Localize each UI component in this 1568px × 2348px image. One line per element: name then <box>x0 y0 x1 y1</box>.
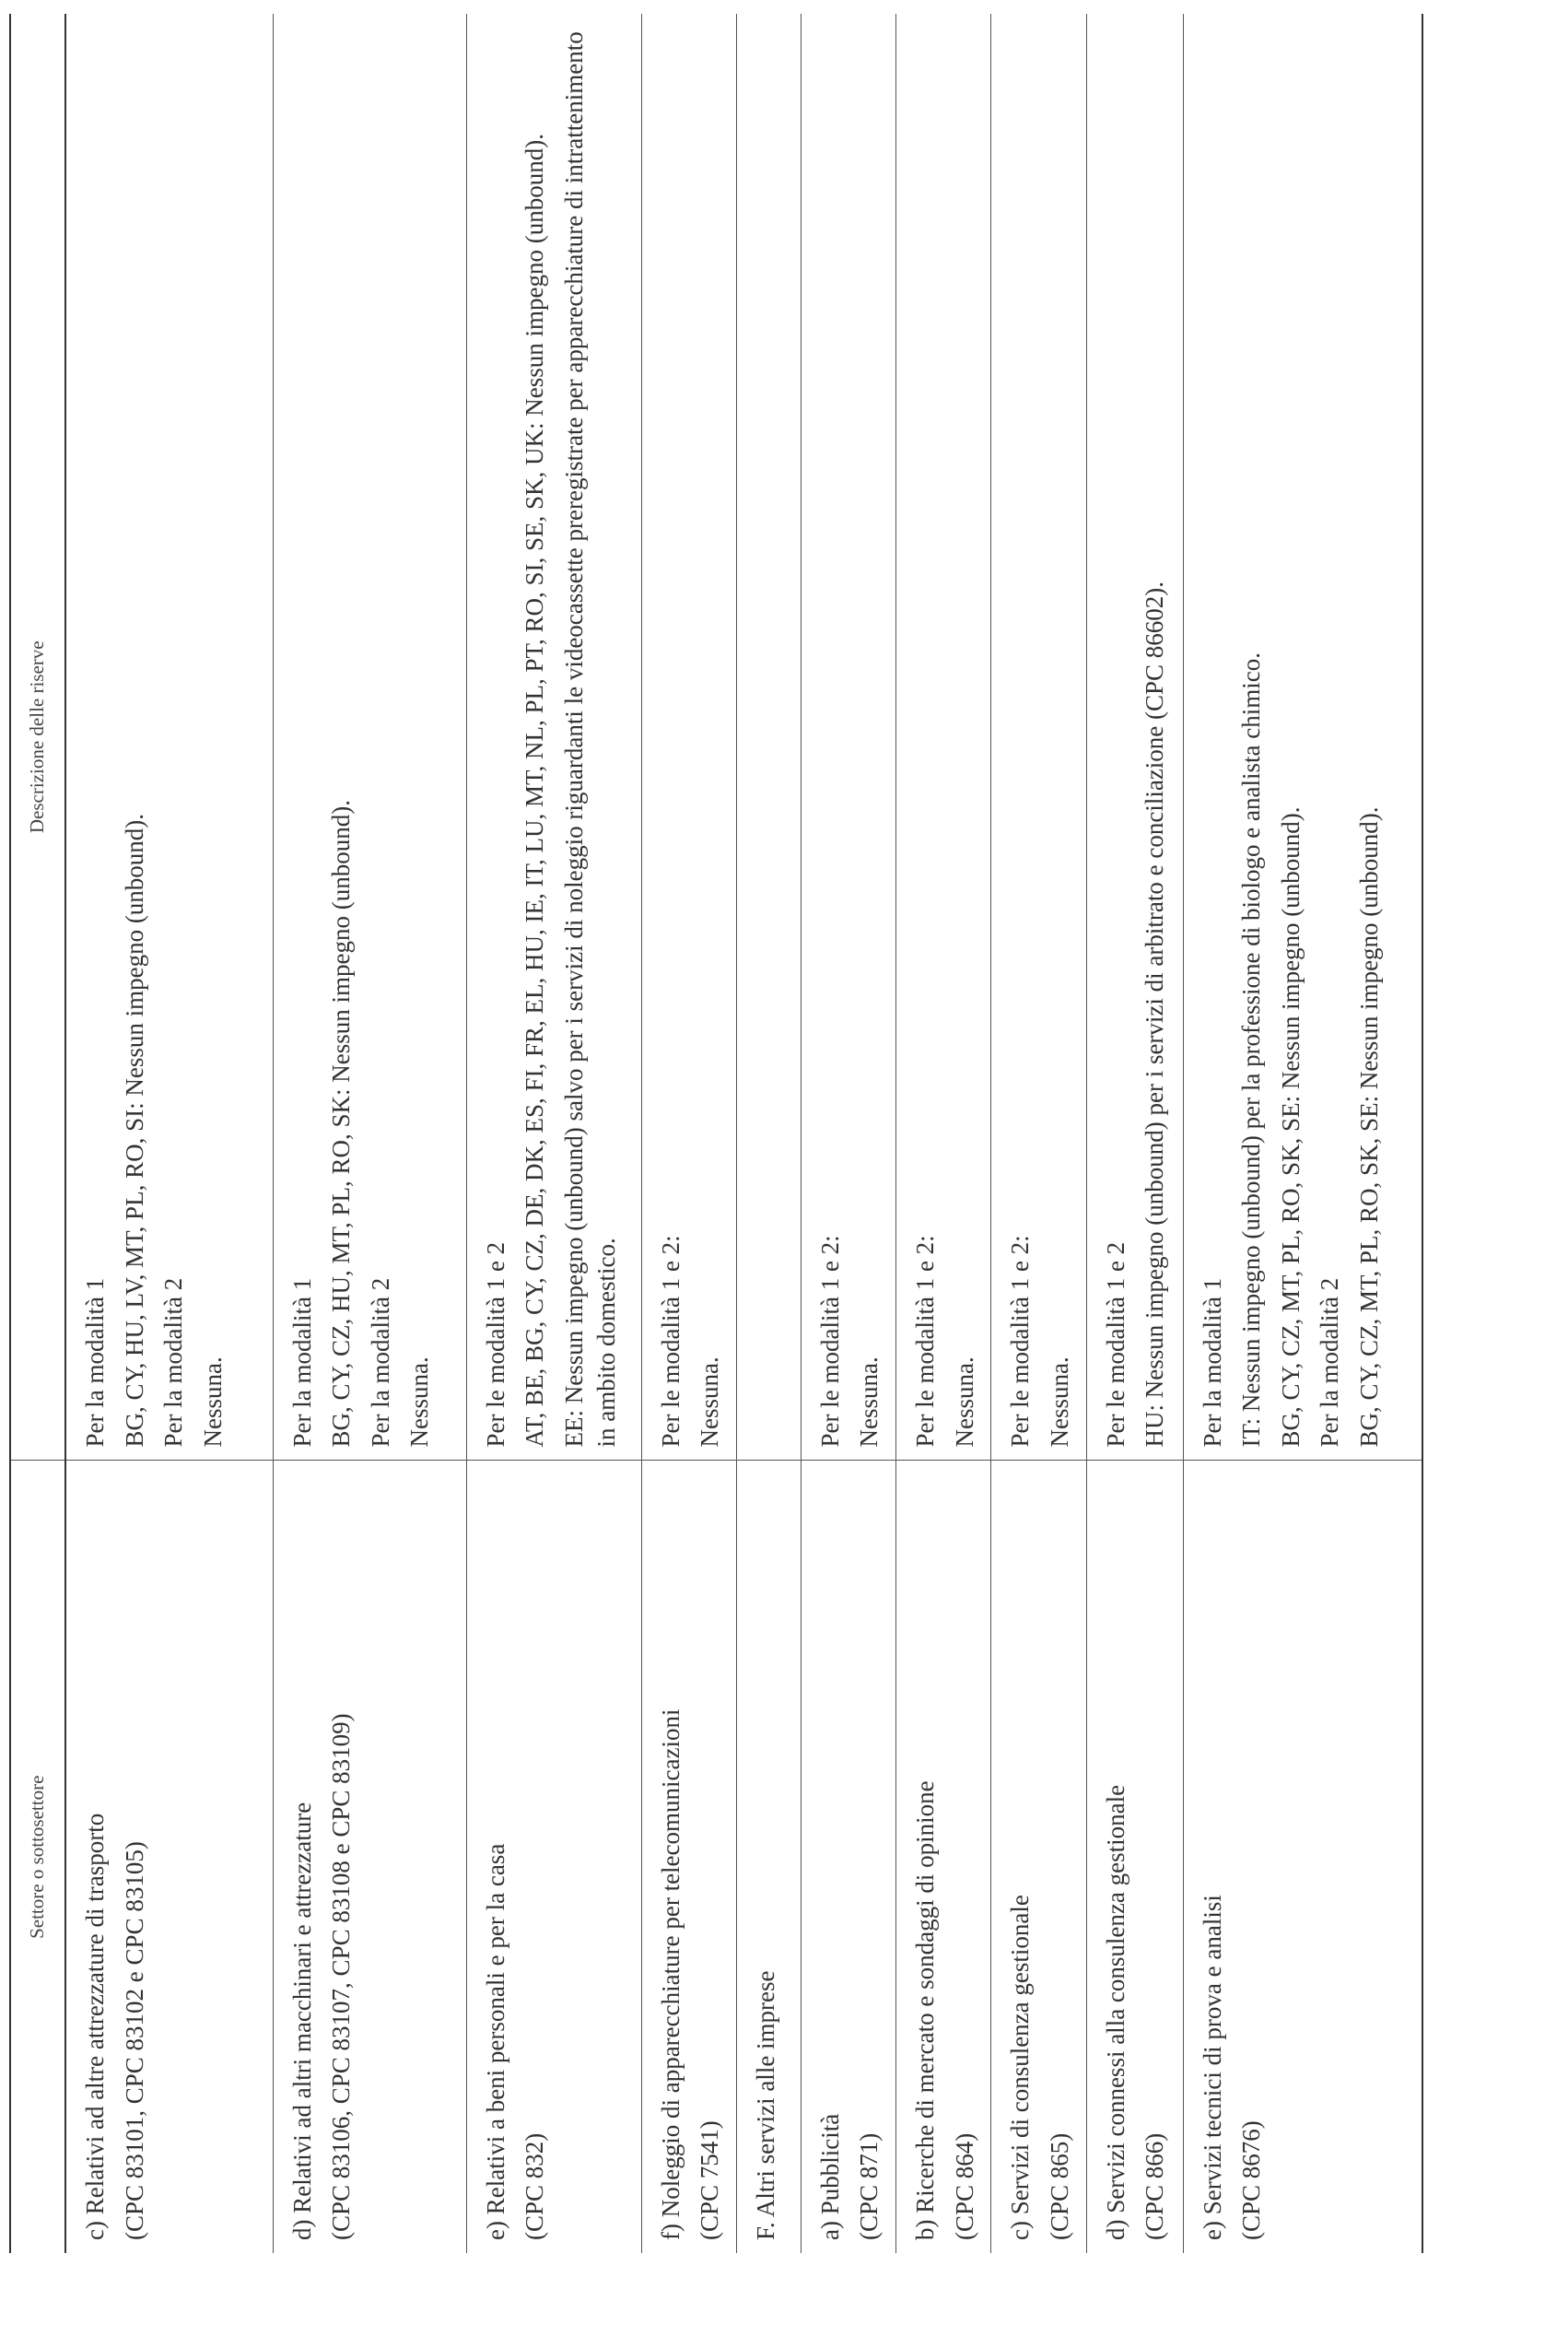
sector-cell <box>736 1461 801 2253</box>
description-cell <box>801 14 895 1461</box>
cell-line: f) Noleggio di apparecchiature per telecomunicazioni <box>656 1708 685 2240</box>
cell-line: BG, CY, CZ, HU, MT, PL, RO, SK: Nessun impegno (unbound). <box>327 799 356 1448</box>
sector-cell <box>273 1461 466 2253</box>
cell-line: (CPC 866) <box>1141 2132 1169 2240</box>
description-cell <box>896 14 991 1461</box>
cell-line: (CPC 83106, CPC 83107, CPC 83108 e CPC 83109) <box>327 1713 356 2240</box>
cell-line: (CPC 871) <box>855 2132 883 2240</box>
cell-line: Per le modalità 1 e 2: <box>1006 1235 1035 1448</box>
cell-line: Nessuna. <box>950 1356 978 1448</box>
cell-line: (CPC 864) <box>950 2132 978 2240</box>
header-description: Descrizione delle riserve <box>10 14 65 1461</box>
cell-line: Nessuna. <box>696 1356 724 1448</box>
cell-line: Per la modalità 1 <box>287 1277 316 1448</box>
description-cell <box>641 14 736 1461</box>
header-sector: Settore o sottosettore <box>10 1461 65 2253</box>
cell-line: d) Relativi ad altri macchinari e attrezzature <box>287 1802 316 2240</box>
table-row <box>1183 14 1422 2253</box>
cell-line: Per la modalità 1 <box>1198 1277 1226 1448</box>
cell-line: Per le modalità 1 e 2 <box>1101 1241 1129 1448</box>
table-row <box>991 14 1086 2253</box>
description-cell <box>273 14 466 1461</box>
cell-line: a) Pubblicità <box>815 2113 844 2240</box>
sector-cell <box>1183 1461 1422 2253</box>
description-cell <box>65 14 273 1461</box>
sector-cell <box>466 1461 641 2253</box>
sector-cell <box>801 1461 895 2253</box>
cell-line: Nessuna. <box>405 1356 434 1448</box>
sector-cell <box>641 1461 736 2253</box>
description-cell <box>991 14 1086 1461</box>
table-row <box>736 14 801 2253</box>
cell-line: (CPC 8676) <box>1237 2120 1266 2240</box>
table-row <box>466 14 641 2253</box>
cell-line: Nessuna. <box>855 1356 883 1448</box>
description-cell <box>1086 14 1183 1461</box>
cell-line: (CPC 7541) <box>696 2120 724 2240</box>
cell-line: Per le modalità 1 e 2: <box>815 1235 844 1448</box>
cell-line: d) Servizi connessi alla consulenza gestionale <box>1101 1784 1129 2240</box>
cell-line: F. Altri servizi alle imprese <box>751 1970 779 2240</box>
table-row <box>896 14 991 2253</box>
cell-line: EE: Nessun impegno (unbound) salvo per i servizi di noleggio riguardanti le videocassette preregistrate per apparecchiature di intrattenimento in ambito domestico. <box>559 25 621 1448</box>
sector-cell <box>896 1461 991 2253</box>
description-cell <box>736 14 801 1461</box>
cell-line: e) Servizi tecnici di prova e analisi <box>1198 1895 1226 2240</box>
cell-line: (CPC 832) <box>521 2132 549 2240</box>
table-row <box>1086 14 1183 2253</box>
cell-line: IT: Nessun impegno (unbound) per la professione di biologo e analista chimico. <box>1237 652 1266 1448</box>
cell-line: (CPC 83101, CPC 83102 e CPC 83105) <box>120 1841 148 2240</box>
table-header-row <box>10 14 65 2253</box>
rotated-table-frame <box>9 14 1539 2253</box>
cell-line: Nessuna. <box>1045 1356 1073 1448</box>
cell-line: BG, CY, CZ, MT, PL, RO, SK, SE: Nessun impegno (unbound). <box>1276 806 1305 1448</box>
table-row <box>641 14 736 2253</box>
sector-cell <box>65 1461 273 2253</box>
cell-line: c) Relativi ad altre attrezzature di trasporto <box>81 1813 109 2240</box>
cell-line: Per le modalità 1 e 2: <box>911 1235 939 1448</box>
cell-line: Per le modalità 1 e 2 <box>481 1241 509 1448</box>
cell-line: Per la modalità 2 <box>1316 1277 1344 1448</box>
cell-line: c) Servizi di consulenza gestionale <box>1006 1895 1035 2240</box>
cell-line: b) Ricerche di mercato e sondaggi di opinione <box>911 1780 939 2240</box>
sector-cell <box>1086 1461 1183 2253</box>
cell-line: Per la modalità 1 <box>81 1277 109 1448</box>
description-cell <box>466 14 641 1461</box>
cell-line: BG, CY, CZ, MT, PL, RO, SK, SE: Nessun impegno (unbound). <box>1355 806 1383 1448</box>
cell-line: Per la modalità 2 <box>159 1277 188 1448</box>
cell-line: AT, BE, BG, CY, CZ, DE, DK, ES, FI, FR, EL, HU, IE, IT, LU, MT, NL, PL, PT, RO, SI, SE, SK, UK: Nessun impegno (unbound). <box>521 133 549 1448</box>
sector-cell <box>991 1461 1086 2253</box>
cell-line: Nessuna. <box>198 1356 227 1448</box>
cell-line: (CPC 865) <box>1045 2132 1073 2240</box>
table-row <box>273 14 466 2253</box>
table-row <box>65 14 273 2253</box>
cell-line: Per le modalità 1 e 2: <box>656 1235 685 1448</box>
reservations-table <box>9 14 1423 2253</box>
table-row <box>801 14 895 2253</box>
cell-line: e) Relativi a beni personali e per la casa <box>481 1843 509 2240</box>
cell-line: BG, CY, HU, LV, MT, PL, RO, SI: Nessun impegno (unbound). <box>120 813 148 1448</box>
description-cell <box>1183 14 1422 1461</box>
cell-line: HU: Nessun impegno (unbound) per i servizi di arbitrato e conciliazione (CPC 86602). <box>1141 581 1169 1448</box>
cell-line: Per la modalità 2 <box>366 1277 394 1448</box>
